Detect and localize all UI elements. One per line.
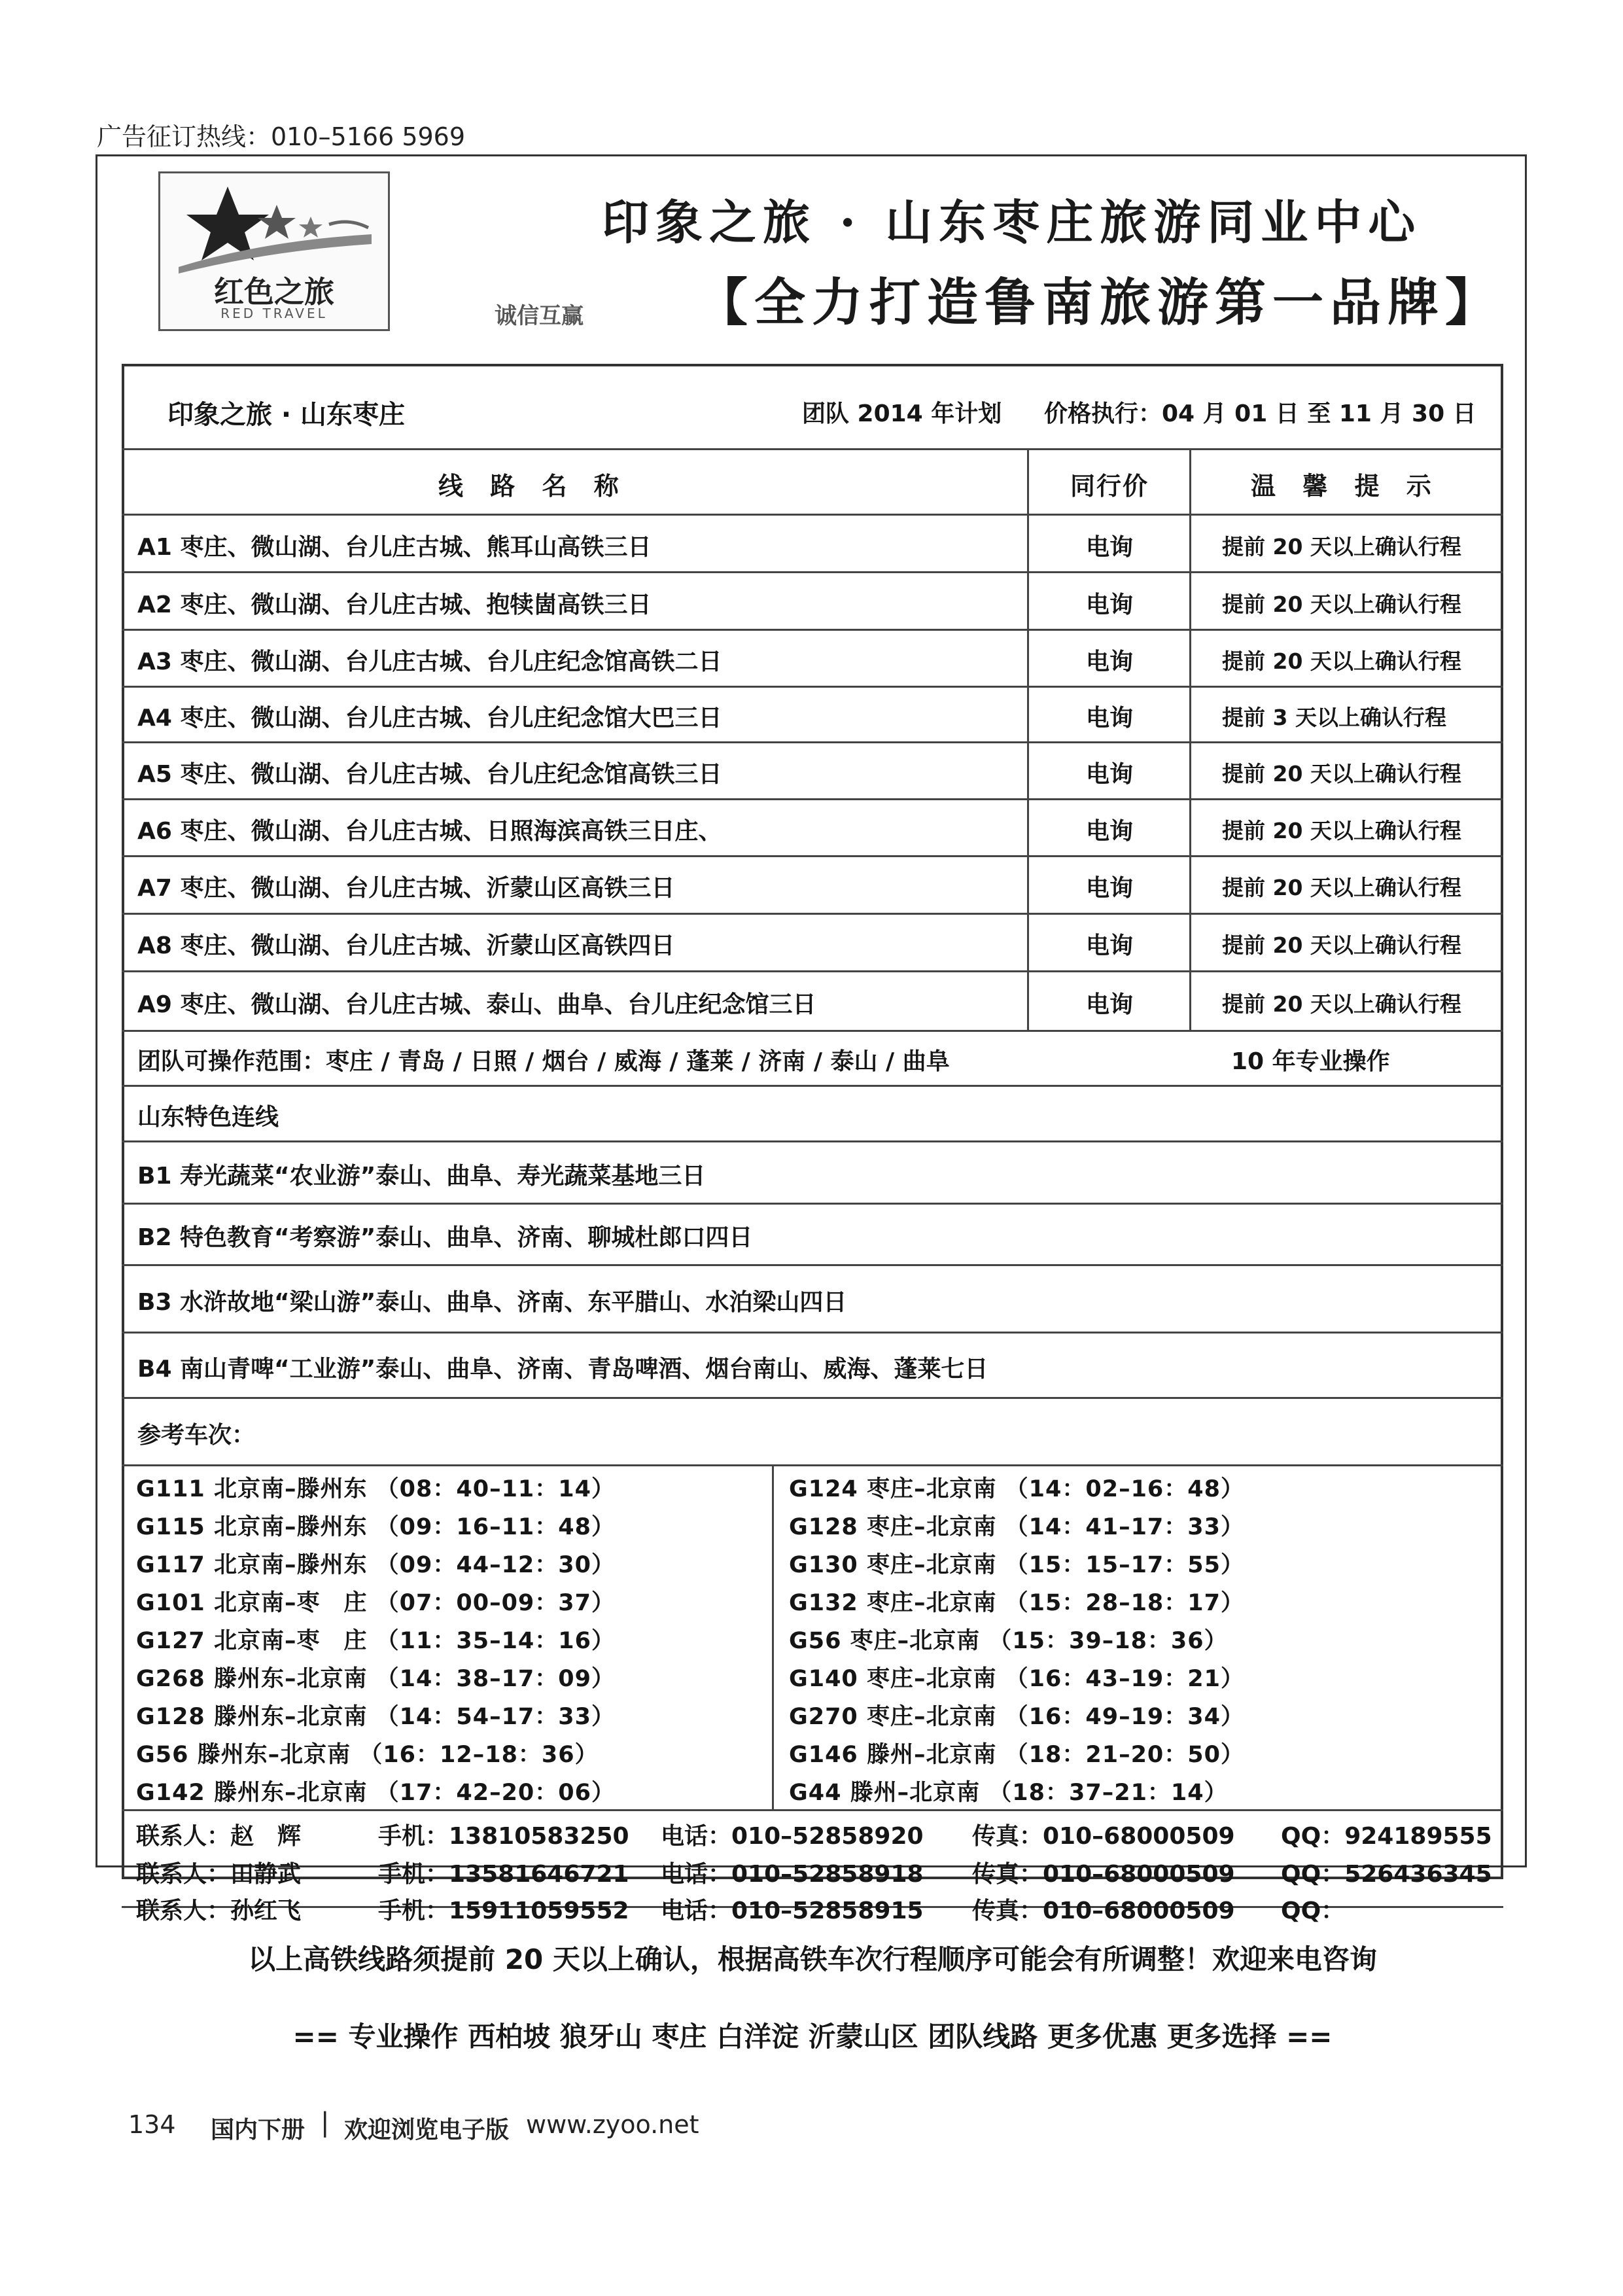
train-row: G117 北京南–滕州东 （09：44–12：30） <box>136 1552 615 1578</box>
route-name: A7 枣庄、微山湖、台儿庄古城、沂蒙山区高铁三日 <box>137 875 675 902</box>
footer-separator: | <box>321 2108 330 2138</box>
train-row: G101 北京南–枣 庄 （07：00–09：37） <box>136 1590 615 1616</box>
table-rule <box>122 1464 1503 1466</box>
route-tip: 提前 20 天以上确认行程 <box>1222 875 1461 900</box>
table-rule <box>122 1203 1503 1205</box>
train-row: G268 滕州东–北京南 （14：38–17：09） <box>136 1666 615 1692</box>
special-item: B4 南山青啤“工业游”泰山、曲阜、济南、青岛啤酒、烟台南山、威海、蓬莱七日 <box>137 1356 988 1383</box>
route-tip: 提前 20 天以上确认行程 <box>1222 932 1461 958</box>
route-price: 电询 <box>1085 932 1133 959</box>
company-name: 印象之旅 · 山东枣庄旅游同业中心 <box>602 194 1422 250</box>
route-tip: 提前 20 天以上确认行程 <box>1222 592 1461 617</box>
contact-qq: QQ：924189555 <box>1281 1823 1492 1850</box>
slogan-small: 诚信互赢 <box>495 303 584 329</box>
operation-scope: 团队可操作范围：枣庄 / 青岛 / 日照 / 烟台 / 威海 / 蓬莱 / 济南 / 泰山 / 曲阜 <box>137 1048 950 1075</box>
table-rule <box>122 1332 1503 1333</box>
slogan-big: 【全力打造鲁南旅游第一品牌】 <box>697 273 1503 332</box>
contact-qq: QQ：526436345 <box>1281 1861 1492 1888</box>
route-price: 电询 <box>1085 875 1133 902</box>
table-rule <box>122 514 1503 516</box>
contact-name: 联系人：孙红飞 <box>136 1898 302 1924</box>
footer-title: 国内下册 <box>211 2117 305 2144</box>
plan-period: 价格执行：04 月 01 日 至 11 月 30 日 <box>1044 400 1476 427</box>
contact-phone: 电话：010–52858920 <box>661 1823 924 1850</box>
route-name: A3 枣庄、微山湖、台儿庄古城、台儿庄纪念馆高铁二日 <box>137 648 722 675</box>
train-row: G44 滕州–北京南 （18：37–21：14） <box>789 1780 1228 1806</box>
table-rule <box>122 1809 1503 1811</box>
route-price: 电询 <box>1085 991 1133 1018</box>
table-rule <box>122 970 1503 972</box>
table-rule <box>122 571 1503 573</box>
train-row: G140 枣庄–北京南 （16：43–19：21） <box>789 1666 1244 1692</box>
train-row: G132 枣庄–北京南 （15：28–18：17） <box>789 1590 1244 1616</box>
train-row: G115 北京南–滕州东 （09：16–11：48） <box>136 1514 615 1540</box>
train-row: G130 枣庄–北京南 （15：15–17：55） <box>789 1552 1244 1578</box>
star-logo-icon <box>166 179 381 277</box>
route-price: 电询 <box>1085 705 1133 732</box>
route-price: 电询 <box>1085 818 1133 845</box>
route-name: A5 枣庄、微山湖、台儿庄古城、台儿庄纪念馆高铁三日 <box>137 761 722 788</box>
contact-mobile: 手机：13810583250 <box>378 1823 629 1850</box>
notice-confirm: 以上高铁线路须提前 20 天以上确认，根据高铁车次行程顺序可能会有所调整！欢迎来电咨询 <box>248 1943 1377 1975</box>
contact-phone: 电话：010–52858918 <box>661 1861 924 1888</box>
route-name: A4 枣庄、微山湖、台儿庄古城、台儿庄纪念馆大巴三日 <box>137 705 722 732</box>
route-tip: 提前 20 天以上确认行程 <box>1222 818 1461 843</box>
contact-qq: QQ： <box>1281 1898 1345 1924</box>
train-col-rule <box>772 1464 774 1809</box>
special-item: B2 特色教育“考察游”泰山、曲阜、济南、聊城杜郎口四日 <box>137 1224 753 1251</box>
page-number: 134 <box>128 2110 176 2139</box>
header-tip: 温 馨 提 示 <box>1251 472 1440 501</box>
contact-fax: 传真：010–68000509 <box>972 1823 1235 1850</box>
trains-title: 参考车次： <box>137 1422 256 1449</box>
route-name: A9 枣庄、微山湖、台儿庄古城、泰山、曲阜、台儿庄纪念馆三日 <box>137 991 816 1018</box>
train-row: G124 枣庄–北京南 （14：02–16：48） <box>789 1476 1244 1502</box>
table-rule <box>122 1030 1503 1032</box>
route-tip: 提前 20 天以上确认行程 <box>1222 648 1461 674</box>
train-row: G56 滕州东–北京南 （16：12–18：36） <box>136 1742 599 1768</box>
route-price: 电询 <box>1085 761 1133 788</box>
table-rule <box>122 1397 1503 1399</box>
table-rule <box>122 1085 1503 1087</box>
table-rule <box>122 913 1503 915</box>
table-rule <box>122 1140 1503 1142</box>
train-row: G146 滕州–北京南 （18：21–20：50） <box>789 1742 1244 1768</box>
train-row: G127 北京南–枣 庄 （11：35–14：16） <box>136 1628 615 1654</box>
route-name: A1 枣庄、微山湖、台儿庄古城、熊耳山高铁三日 <box>137 534 652 561</box>
footer-welcome: 欢迎浏览电子版 <box>344 2117 510 2144</box>
route-tip: 提前 3 天以上确认行程 <box>1222 705 1446 730</box>
route-name: A6 枣庄、微山湖、台儿庄古城、日照海滨高铁三日庄、 <box>137 818 722 845</box>
special-item: B3 水浒故地“梁山游”泰山、曲阜、济南、东平腊山、水泊梁山四日 <box>137 1289 847 1316</box>
contact-fax: 传真：010–68000509 <box>972 1861 1235 1888</box>
contact-name: 联系人：赵 辉 <box>136 1823 302 1850</box>
plan-title: 印象之旅 · 山东枣庄 <box>167 400 406 430</box>
table-rule <box>122 855 1503 857</box>
header-route-name: 线 路 名 称 <box>438 472 628 501</box>
contact-mobile: 手机：15911059552 <box>378 1898 629 1924</box>
table-rule <box>122 798 1503 800</box>
route-tip: 提前 20 天以上确认行程 <box>1222 991 1461 1017</box>
notice-promo: == 专业操作 西柏坡 狼牙山 枣庄 白洋淀 沂蒙山区 团队线路 更多优惠 更多选择 == <box>292 2021 1333 2053</box>
plan-year: 团队 2014 年计划 <box>802 400 1002 427</box>
train-row: G142 滕州东–北京南 （17：42–20：06） <box>136 1780 615 1806</box>
train-row: G111 北京南–滕州东 （08：40–11：14） <box>136 1476 615 1502</box>
special-item: B1 寿光蔬菜“农业游”泰山、曲阜、寿光蔬菜基地三日 <box>137 1163 706 1190</box>
route-name: A2 枣庄、微山湖、台儿庄古城、抱犊崮高铁三日 <box>137 592 652 618</box>
contact-fax: 传真：010–68000509 <box>972 1898 1235 1924</box>
table-rule <box>122 448 1503 450</box>
table-rule <box>122 686 1503 688</box>
table-rule <box>122 629 1503 631</box>
header-price: 同行价 <box>1070 472 1149 501</box>
route-price: 电询 <box>1085 648 1133 675</box>
train-row: G56 枣庄–北京南 （15：39–18：36） <box>789 1628 1228 1654</box>
operation-years: 10 年专业操作 <box>1231 1048 1390 1075</box>
table-rule <box>122 741 1503 743</box>
train-row: G128 滕州东–北京南 （14：54–17：33） <box>136 1704 615 1730</box>
footer-url: www.zyoo.net <box>526 2110 699 2139</box>
route-tip: 提前 20 天以上确认行程 <box>1222 534 1461 559</box>
train-row: G128 枣庄–北京南 （14：41–17：33） <box>789 1514 1244 1540</box>
train-row: G270 枣庄–北京南 （16：49–19：34） <box>789 1704 1244 1730</box>
route-price: 电询 <box>1085 534 1133 561</box>
route-name: A8 枣庄、微山湖、台儿庄古城、沂蒙山区高铁四日 <box>137 932 675 959</box>
logo <box>158 171 390 331</box>
route-tip: 提前 20 天以上确认行程 <box>1222 761 1461 786</box>
route-price: 电询 <box>1085 592 1133 618</box>
special-title: 山东特色连线 <box>137 1104 279 1131</box>
logo-name-cn: 红色之旅 <box>214 274 334 309</box>
table-rule <box>122 1264 1503 1266</box>
logo-name-en: RED TRAVEL <box>220 306 328 321</box>
ad-hotline: 广告征订热线：010–5166 5969 <box>97 122 466 151</box>
contact-name: 联系人：田静武 <box>136 1861 302 1888</box>
contact-mobile: 手机：13581646721 <box>378 1861 629 1888</box>
contact-phone: 电话：010–52858915 <box>661 1898 924 1924</box>
